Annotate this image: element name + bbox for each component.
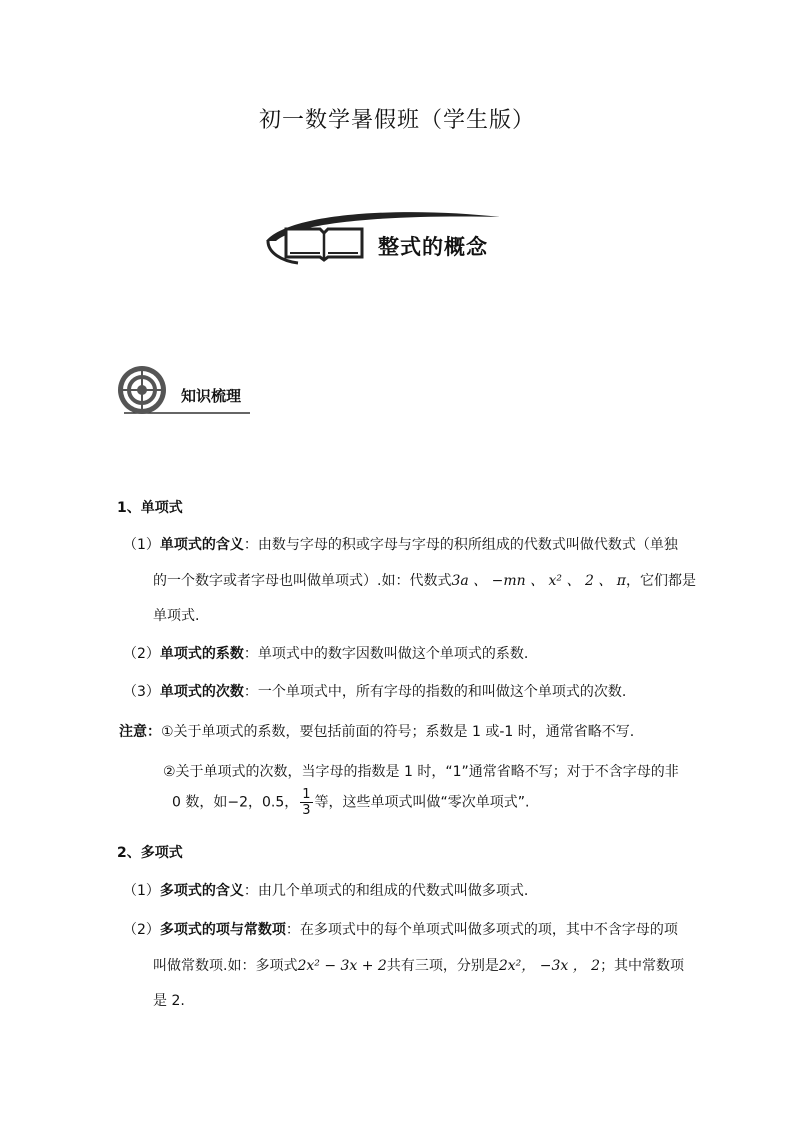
sec2-item2-line1: （2）多项式的项与常数项：在多项式中的每个单项式叫做多项式的项，其中不含字母的项 (123, 922, 678, 938)
sec1-item3: （3）单项式的次数：一个单项式中，所有字母的指数的和叫做这个单项式的次数. (123, 684, 627, 700)
sec1-item2: （2）单项式的系数：单项式中的数字因数叫做这个单项式的系数. (123, 646, 529, 662)
sec1-note2-line1: ②关于单项式的次数，当字母的指数是 1 时，“1”通常省略不写；对于不含字母的非 (163, 764, 679, 780)
sec1-note1: 注意：①关于单项式的系数，要包括前面的符号；系数是 1 或-1 时，通常省略不写. (119, 724, 635, 740)
sec2-item2-line3: 是 2. (153, 993, 185, 1009)
sec1-item1-line3: 单项式. (153, 608, 200, 624)
sec1-note2-line2: 0 数，如−2，0.5， $\frac{1}{3}$ 等，这些单项式叫做“零次单项式”. (172, 787, 530, 818)
knowledge-label: 知识梳理 (181, 387, 242, 405)
sec2-heading: 2、多项式 (117, 845, 183, 861)
fraction-one-third: $\frac{1}{3}$ (302, 787, 311, 818)
sec1-item1-line2: 的一个数字或者字母也叫做单项式）.如：代数式3a 、 −mn 、 x² 、 2 、 π，它们都是 (153, 573, 696, 589)
sec2-item2-line2: 叫做常数项.如：多项式2x² − 3x + 2共有三项，分别是2x²， −3x ， 2；其中常数项 (153, 958, 685, 974)
sec1-heading: 1、单项式 (117, 500, 183, 516)
section-title: 整式的概念 (378, 235, 488, 259)
page-title: 初一数学暑假班（学生版） (258, 108, 535, 133)
target-icon (118, 366, 166, 414)
book-icon (286, 229, 362, 260)
sec1-item1-line1: （1）单项式的含义：由数与字母的积或字母与字母的积所组成的代数式叫做代数式（单独 (123, 537, 678, 553)
sec2-item1: （1）多项式的含义：由几个单项式的和组成的代数式叫做多项式. (123, 883, 529, 899)
